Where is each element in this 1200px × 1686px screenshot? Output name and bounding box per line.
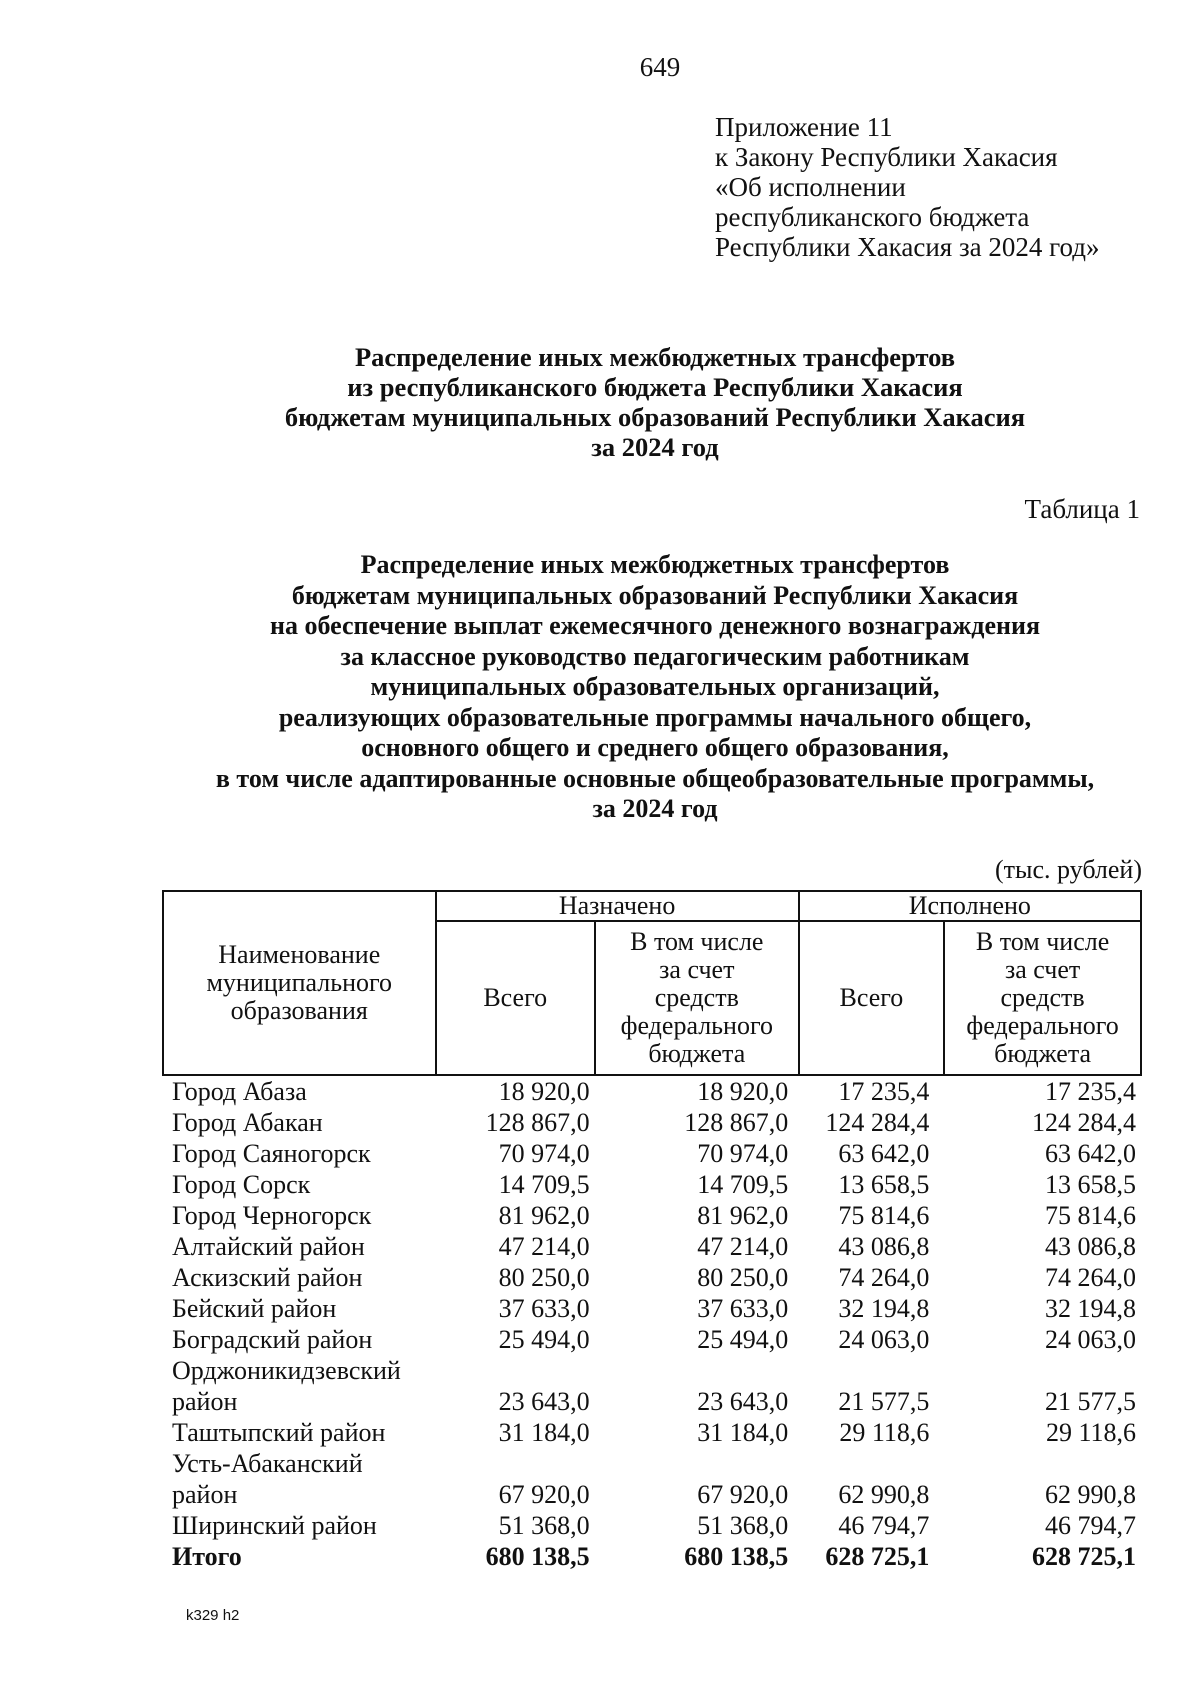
table-row <box>162 1510 1142 1541</box>
units-note: (тыс. рублей) <box>994 855 1142 884</box>
municipality-name-line: Город Абакан <box>172 1108 323 1137</box>
cell-municipality-name <box>162 1262 435 1293</box>
municipality-name-line: Орджоникидзевский <box>172 1356 401 1385</box>
table-row <box>162 1200 1142 1231</box>
data-table-body <box>162 1076 1142 1572</box>
table-row <box>162 1231 1142 1262</box>
cell-assigned-federal: 31 184,0 <box>697 1418 789 1447</box>
cell-assigned-total: 81 962,0 <box>498 1201 590 1230</box>
footer-code: k329 h2 <box>186 1607 240 1624</box>
table-row <box>162 1138 1142 1169</box>
cell-assigned-federal: 14 709,5 <box>697 1170 789 1199</box>
header-line: за счет <box>659 955 735 984</box>
cell-executed-total: 46 794,7 <box>838 1511 930 1540</box>
cell-municipality-name <box>162 1355 435 1417</box>
municipality-name-line: район <box>172 1387 238 1416</box>
cell-assigned-federal: 51 368,0 <box>697 1511 789 1540</box>
cell-executed-total: 13 658,5 <box>838 1170 930 1199</box>
cell-assigned-federal: 47 214,0 <box>697 1232 789 1261</box>
cell-assigned-federal: 67 920,0 <box>697 1480 789 1509</box>
table-title-line: на обеспечение выплат ежемесячного денежного вознаграждения <box>269 611 1041 640</box>
cell-executed-federal: 32 194,8 <box>1045 1294 1136 1323</box>
municipality-name-line: Таштыпский район <box>172 1418 386 1447</box>
table-label: Таблица 1 <box>1024 494 1140 524</box>
header-group-assigned: Назначено <box>436 891 799 921</box>
table-row <box>162 1262 1142 1293</box>
cell-municipality-name <box>162 1448 435 1510</box>
header-group-executed: Исполнено <box>799 891 1141 921</box>
total-cell-executed-federal: 628 725,1 <box>1032 1542 1136 1571</box>
table-row <box>162 1107 1142 1138</box>
cell-assigned-federal: 80 250,0 <box>697 1263 789 1292</box>
cell-assigned-federal: 25 494,0 <box>697 1325 789 1354</box>
cell-municipality-name <box>162 1200 435 1231</box>
municipality-name-line: Город Черногорск <box>172 1201 372 1230</box>
header-executed-total: Всего <box>799 921 945 1075</box>
cell-executed-federal: 74 264,0 <box>1045 1263 1136 1292</box>
appendix-line: «Об исполнении <box>715 172 906 202</box>
municipality-name-line: Город Саяногорск <box>172 1139 371 1168</box>
municipality-name-line: Бейский район <box>172 1294 337 1323</box>
table-row <box>162 1324 1142 1355</box>
municipality-name-line: Ширинский район <box>172 1511 377 1540</box>
cell-total-label: Итого <box>172 1542 242 1571</box>
cell-assigned-total: 25 494,0 <box>498 1325 590 1354</box>
total-cell-assigned-federal: 680 138,5 <box>684 1542 789 1571</box>
header-executed-federal <box>944 921 1141 1075</box>
table-title-line: реализующих образовательные программы начального общего, <box>278 702 1032 732</box>
cell-executed-total: 63 642,0 <box>838 1139 930 1168</box>
cell-executed-federal: 13 658,5 <box>1045 1170 1136 1199</box>
table-title-line: за 2024 год <box>592 794 718 823</box>
table-title <box>0 550 1200 825</box>
cell-municipality-name <box>162 1138 435 1169</box>
cell-executed-total: 75 814,6 <box>838 1201 930 1230</box>
document-title <box>0 342 1200 462</box>
cell-assigned-federal: 128 867,0 <box>684 1108 789 1137</box>
document-title-line: бюджетам муниципальных образований Республики Хакасия <box>284 402 1026 432</box>
cell-executed-total: 29 118,6 <box>839 1418 930 1447</box>
municipality-name-line: Город Абаза <box>172 1077 307 1106</box>
header-line: федерального <box>966 1011 1119 1040</box>
cell-executed-total: 124 284,4 <box>825 1108 930 1137</box>
cell-executed-federal: 124 284,4 <box>1032 1108 1136 1137</box>
table-row <box>162 1355 1142 1417</box>
cell-assigned-total: 37 633,0 <box>498 1294 590 1323</box>
cell-assigned-total: 23 643,0 <box>498 1387 590 1416</box>
cell-municipality-name <box>162 1107 435 1138</box>
appendix-line: республиканского бюджета <box>715 202 1030 232</box>
table-row <box>162 1448 1142 1510</box>
cell-executed-federal: 63 642,0 <box>1045 1139 1136 1168</box>
cell-assigned-total: 31 184,0 <box>498 1418 590 1447</box>
page-number: 649 <box>639 52 681 82</box>
cell-municipality-name <box>162 1293 435 1324</box>
total-cell-assigned-total: 680 138,5 <box>485 1542 590 1571</box>
header-line: Наименование <box>218 940 381 969</box>
cell-assigned-total: 128 867,0 <box>485 1108 590 1137</box>
header-line: бюджета <box>648 1039 746 1068</box>
cell-executed-federal: 21 577,5 <box>1045 1387 1136 1416</box>
cell-municipality-name <box>162 1169 435 1200</box>
header-line: федерального <box>620 1011 773 1040</box>
table-title-line: за классное руководство педагогическим работникам <box>340 641 970 671</box>
cell-assigned-total: 70 974,0 <box>498 1139 590 1168</box>
cell-assigned-federal: 23 643,0 <box>697 1387 789 1416</box>
appendix-line: Республики Хакасия за 2024 год» <box>715 232 1100 262</box>
header-line: средств <box>654 983 739 1012</box>
municipality-name-line: Аскизский район <box>172 1263 363 1292</box>
cell-executed-total: 74 264,0 <box>838 1263 930 1292</box>
header-name-column <box>163 891 436 1075</box>
cell-municipality-name <box>162 1417 435 1448</box>
cell-municipality-name <box>162 1076 435 1107</box>
header-line: В том числе <box>975 927 1110 956</box>
document-title-line: из республиканского бюджета Республики Хакасия <box>347 372 963 402</box>
header-line: образования <box>230 996 368 1025</box>
table-header <box>162 890 1142 1076</box>
cell-assigned-total: 47 214,0 <box>498 1232 590 1261</box>
appendix-reference <box>715 112 1100 262</box>
cell-assigned-total: 51 368,0 <box>498 1511 590 1540</box>
cell-assigned-federal: 37 633,0 <box>697 1294 789 1323</box>
document-title-line: за 2024 год <box>591 432 719 462</box>
cell-executed-federal: 46 794,7 <box>1045 1511 1136 1540</box>
cell-municipality-name <box>162 1324 435 1355</box>
cell-assigned-federal: 81 962,0 <box>697 1201 789 1230</box>
cell-municipality-name <box>162 1231 435 1262</box>
header-line: муниципального <box>206 968 393 997</box>
table-row <box>162 1417 1142 1448</box>
header-line: средств <box>1000 983 1085 1012</box>
table-row <box>162 1169 1142 1200</box>
cell-executed-federal: 75 814,6 <box>1045 1201 1136 1230</box>
municipality-name-line: Усть-Абаканский <box>172 1449 363 1478</box>
header-assigned-federal <box>595 921 799 1075</box>
cell-assigned-federal: 18 920,0 <box>697 1077 789 1106</box>
appendix-line: Приложение 11 <box>715 112 893 142</box>
table-title-line: основного общего и среднего общего образования, <box>361 733 949 762</box>
table-title-line: муниципальных образовательных организаций, <box>370 672 940 701</box>
municipality-name-line: Алтайский район <box>172 1232 365 1261</box>
cell-municipality-name <box>162 1510 435 1541</box>
cell-executed-total: 32 194,8 <box>838 1294 930 1323</box>
cell-assigned-total: 67 920,0 <box>498 1480 590 1509</box>
appendix-line: к Закону Республики Хакасия <box>715 142 1058 172</box>
cell-assigned-total: 18 920,0 <box>498 1077 590 1106</box>
total-row <box>162 1541 1142 1572</box>
data-table <box>162 1076 1142 1572</box>
header-assigned-total: Всего <box>436 921 595 1075</box>
cell-executed-federal: 24 063,0 <box>1045 1325 1136 1354</box>
header-line: бюджета <box>994 1039 1092 1068</box>
cell-executed-total: 62 990,8 <box>838 1480 930 1509</box>
municipality-name-line: район <box>172 1480 238 1509</box>
total-cell-executed-total: 628 725,1 <box>825 1542 930 1571</box>
cell-assigned-federal: 70 974,0 <box>697 1139 789 1168</box>
cell-executed-total: 43 086,8 <box>838 1232 930 1261</box>
cell-assigned-total: 14 709,5 <box>498 1170 590 1199</box>
cell-executed-total: 17 235,4 <box>838 1077 930 1106</box>
municipality-name-line: Боградский район <box>172 1325 373 1354</box>
header-line: за счет <box>1004 955 1081 984</box>
municipality-name-line: Город Сорск <box>172 1170 311 1199</box>
document-title-line: Распределение иных межбюджетных трансфертов <box>354 342 956 372</box>
table-row <box>162 1293 1142 1324</box>
cell-executed-total: 21 577,5 <box>838 1387 930 1416</box>
cell-executed-federal: 43 086,8 <box>1045 1232 1136 1261</box>
table-title-line: Распределение иных межбюджетных трансфертов <box>360 550 950 579</box>
cell-assigned-total: 80 250,0 <box>498 1263 590 1292</box>
table-title-line: в том числе адаптированные основные общеобразовательные программы, <box>215 763 1095 793</box>
cell-executed-total: 24 063,0 <box>838 1325 930 1354</box>
header-line: В том числе <box>630 927 764 956</box>
cell-executed-federal: 17 235,4 <box>1045 1077 1136 1106</box>
table-row <box>162 1076 1142 1107</box>
table-title-line: бюджетам муниципальных образований Республики Хакасия <box>291 580 1019 610</box>
cell-executed-federal: 62 990,8 <box>1045 1480 1136 1509</box>
cell-executed-federal: 29 118,6 <box>1045 1418 1136 1447</box>
